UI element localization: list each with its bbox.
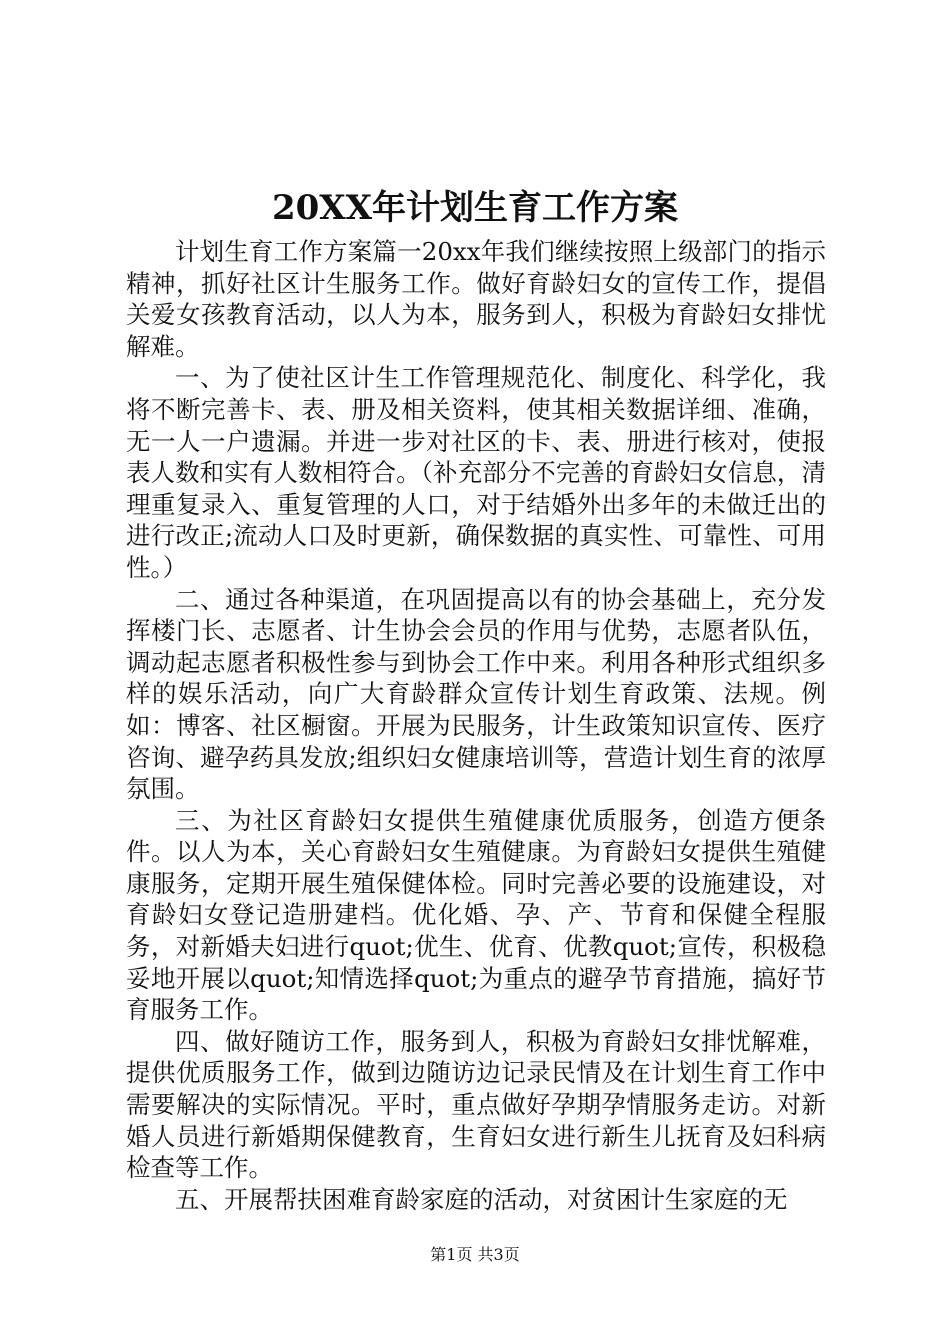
paragraph-section-3: 三、为社区育龄妇女提供生殖健康优质服务，创造方便条件。以人为本，关心育龄妇女生殖健康。为育龄妇女提供生殖健康服务，定期开展生殖保健体检。同时完善必要的设施建设，对育龄妇女登记造册建档。优化婚、孕、产、节育和保健全程服务，对新婚夫妇进行quot;优生、优育、优教quot;宣传，积极稳妥地开展以quot;知情选择quot;为重点的避孕节育措施，搞好节育服务工作。 [126, 805, 826, 1025]
paragraph-intro: 计划生育工作方案篇一20xx年我们继续按照上级部门的指示精神，抓好社区计生服务工作。做好育龄妇女的宣传工作，提倡关爱女孩教育活动，以人为本，服务到人，积极为育龄妇女排忧解难。 [126, 237, 826, 361]
paragraph-section-2: 二、通过各种渠道，在巩固提高以有的协会基础上，充分发挥楼门长、志愿者、计生协会会员的作用与优势，志愿者队伍，调动起志愿者积极性参与到协会工作中来。利用各种形式组织多样的娱乐活动，向广大育龄群众宣传计划生育政策、法规。例如：博客、社区橱窗。开展为民服务，计生政策知识宣传、医疗咨询、避孕药具发放;组织妇女健康培训等，营造计划生育的浓厚氛围。 [126, 584, 826, 804]
paragraph-section-4: 四、做好随访工作，服务到人，积极为育龄妇女排忧解难，提供优质服务工作，做到边随访边记录民情及在计划生育工作中需要解决的实际情况。平时，重点做好孕期孕情服务走访。对新婚人员进行新婚期保健教育，生育妇女进行新生儿抚育及妇科病检查等工作。 [126, 1026, 826, 1183]
paragraph-section-5: 五、开展帮扶困难育龄家庭的活动，对贫困计生家庭的无 [175, 1184, 788, 1214]
document-body [126, 236, 826, 1215]
page-number-footer: 第1页 共3页 [430, 1245, 520, 1264]
document-title: 20XX年计划生育工作方案 [271, 188, 679, 228]
paragraph-section-1: 一、为了使社区计生工作管理规范化、制度化、科学化，我将不断完善卡、表、册及相关资料，使其相关数据详细、准确，无一人一户遗漏。并进一步对社区的卡、表、册进行核对，使报表人数和实有人数相符合。（补充部分不完善的育龄妇女信息，清理重复录入、重复管理的人口，对于结婚外出多年的未做迁出的进行改正;流动人口及时更新，确保数据的真实性、可靠性、可用性。） [126, 363, 826, 582]
